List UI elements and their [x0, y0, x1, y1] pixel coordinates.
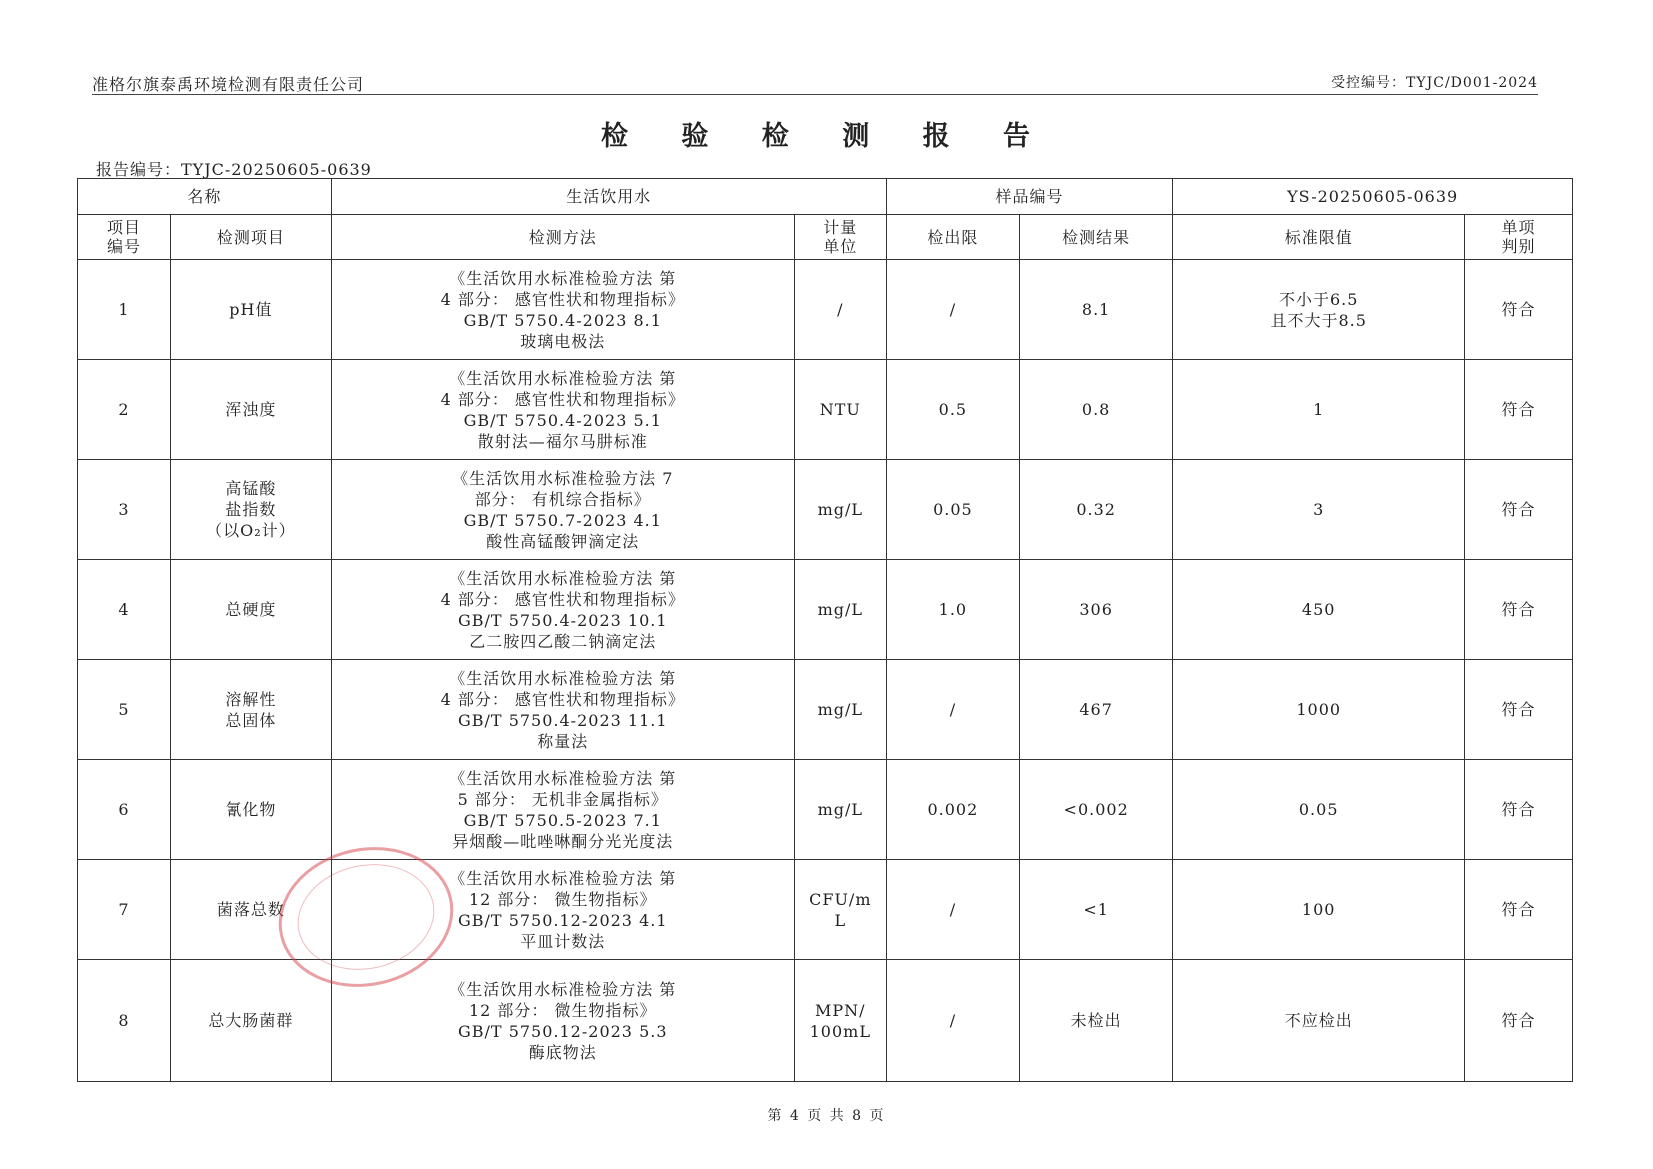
standard-limit: 100 — [1173, 860, 1465, 960]
test-report-table — [77, 178, 1573, 1082]
table-row — [78, 860, 1573, 960]
unit: NTU — [794, 360, 886, 460]
report-title: 检 验 检 测 报 告 — [601, 121, 1052, 152]
col-header-unit: 计量 单位 — [794, 215, 886, 260]
standard-limit: 不应检出 — [1173, 960, 1465, 1082]
item-number: 8 — [78, 960, 171, 1082]
detection-limit: 1.0 — [886, 560, 1019, 660]
report-number: 报告编号：TYJC-20250605-0639 — [96, 160, 372, 179]
unit: / — [794, 260, 886, 360]
unit: mg/L — [794, 460, 886, 560]
page-header — [92, 72, 1538, 95]
unit: mg/L — [794, 660, 886, 760]
detection-limit: 0.5 — [886, 360, 1019, 460]
table-row — [78, 360, 1573, 460]
standard-limit: 450 — [1173, 560, 1465, 660]
test-result: 8.1 — [1019, 260, 1172, 360]
table-row — [78, 660, 1573, 760]
test-result: 0.8 — [1019, 360, 1172, 460]
table-row — [78, 460, 1573, 560]
col-header-judge: 单项 判别 — [1465, 215, 1573, 260]
test-method: 《生活饮用水标准检验方法 7 部分： 有机综合指标》 GB/T 5750.7-2023 4.1 酸性高锰酸钾滴定法 — [331, 460, 794, 560]
detection-limit: / — [886, 660, 1019, 760]
test-method: 《生活饮用水标准检验方法 第 4 部分： 感官性状和物理指标》 GB/T 5750.4-2023 11.1 称量法 — [331, 660, 794, 760]
test-result: 0.32 — [1019, 460, 1172, 560]
unit: MPN/ 100mL — [794, 960, 886, 1082]
item-name: pH值 — [171, 260, 332, 360]
detection-limit: / — [886, 960, 1019, 1082]
sample-info-row — [78, 179, 1573, 215]
col-header-item: 检测项目 — [171, 215, 332, 260]
standard-limit: 0.05 — [1173, 760, 1465, 860]
item-number: 6 — [78, 760, 171, 860]
test-method: 《生活饮用水标准检验方法 第 5 部分： 无机非金属指标》 GB/T 5750.5-2023 7.1 异烟酸—吡唑啉酮分光光度法 — [331, 760, 794, 860]
control-number: 受控编号：TYJC/D001-2024 — [1331, 75, 1538, 91]
judgement: 符合 — [1465, 360, 1573, 460]
standard-limit: 1 — [1173, 360, 1465, 460]
test-method: 《生活饮用水标准检验方法 第 4 部分： 感官性状和物理指标》 GB/T 5750.4-2023 8.1 玻璃电极法 — [331, 260, 794, 360]
detection-limit: / — [886, 860, 1019, 960]
item-number: 2 — [78, 360, 171, 460]
sample-number-label: 样品编号 — [886, 179, 1173, 215]
item-name: 菌落总数 — [171, 860, 332, 960]
judgement: 符合 — [1465, 860, 1573, 960]
judgement: 符合 — [1465, 560, 1573, 660]
table-row — [78, 560, 1573, 660]
test-result: 未检出 — [1019, 960, 1172, 1082]
standard-limit: 不小于6.5 且不大于8.5 — [1173, 260, 1465, 360]
test-result: 306 — [1019, 560, 1172, 660]
judgement: 符合 — [1465, 960, 1573, 1082]
table-row — [78, 760, 1573, 860]
col-header-method: 检测方法 — [331, 215, 794, 260]
detection-limit: 0.002 — [886, 760, 1019, 860]
standard-limit: 3 — [1173, 460, 1465, 560]
item-name: 浑浊度 — [171, 360, 332, 460]
judgement: 符合 — [1465, 460, 1573, 560]
test-method: 《生活饮用水标准检验方法 第 4 部分： 感官性状和物理指标》 GB/T 5750.4-2023 5.1 散射法—福尔马肼标准 — [331, 360, 794, 460]
test-method: 《生活饮用水标准检验方法 第 12 部分： 微生物指标》 GB/T 5750.12-2023 4.1 平皿计数法 — [331, 860, 794, 960]
item-number: 7 — [78, 860, 171, 960]
item-name: 总硬度 — [171, 560, 332, 660]
item-name: 氰化物 — [171, 760, 332, 860]
test-method: 《生活饮用水标准检验方法 第 12 部分： 微生物指标》 GB/T 5750.12-2023 5.3 酶底物法 — [331, 960, 794, 1082]
standard-limit: 1000 — [1173, 660, 1465, 760]
judgement: 符合 — [1465, 660, 1573, 760]
column-header-row — [78, 215, 1573, 260]
unit: mg/L — [794, 560, 886, 660]
table-row — [78, 960, 1573, 1082]
item-number: 4 — [78, 560, 171, 660]
col-header-result: 检测结果 — [1019, 215, 1172, 260]
detection-limit: / — [886, 260, 1019, 360]
name-label: 名称 — [78, 179, 332, 215]
item-number: 1 — [78, 260, 171, 360]
judgement: 符合 — [1465, 760, 1573, 860]
test-method: 《生活饮用水标准检验方法 第 4 部分： 感官性状和物理指标》 GB/T 5750.4-2023 10.1 乙二胺四乙酸二钠滴定法 — [331, 560, 794, 660]
name-value: 生活饮用水 — [331, 179, 886, 215]
test-result: <1 — [1019, 860, 1172, 960]
col-header-no: 项目 编号 — [78, 215, 171, 260]
test-result: <0.002 — [1019, 760, 1172, 860]
item-number: 5 — [78, 660, 171, 760]
judgement: 符合 — [1465, 260, 1573, 360]
test-result: 467 — [1019, 660, 1172, 760]
item-name: 总大肠菌群 — [171, 960, 332, 1082]
unit: CFU/m L — [794, 860, 886, 960]
unit: mg/L — [794, 760, 886, 860]
table-row — [78, 260, 1573, 360]
col-header-limit: 检出限 — [886, 215, 1019, 260]
item-number: 3 — [78, 460, 171, 560]
company-name: 准格尔旗泰禹环境检测有限责任公司 — [92, 75, 365, 94]
col-header-standard: 标准限值 — [1173, 215, 1465, 260]
detection-limit: 0.05 — [886, 460, 1019, 560]
sample-number-value: YS-20250605-0639 — [1173, 179, 1573, 215]
item-name: 溶解性 总固体 — [171, 660, 332, 760]
page-number: 第 4 页 共 8 页 — [767, 1108, 886, 1124]
item-name: 高锰酸 盐指数 （以O₂计） — [171, 460, 332, 560]
